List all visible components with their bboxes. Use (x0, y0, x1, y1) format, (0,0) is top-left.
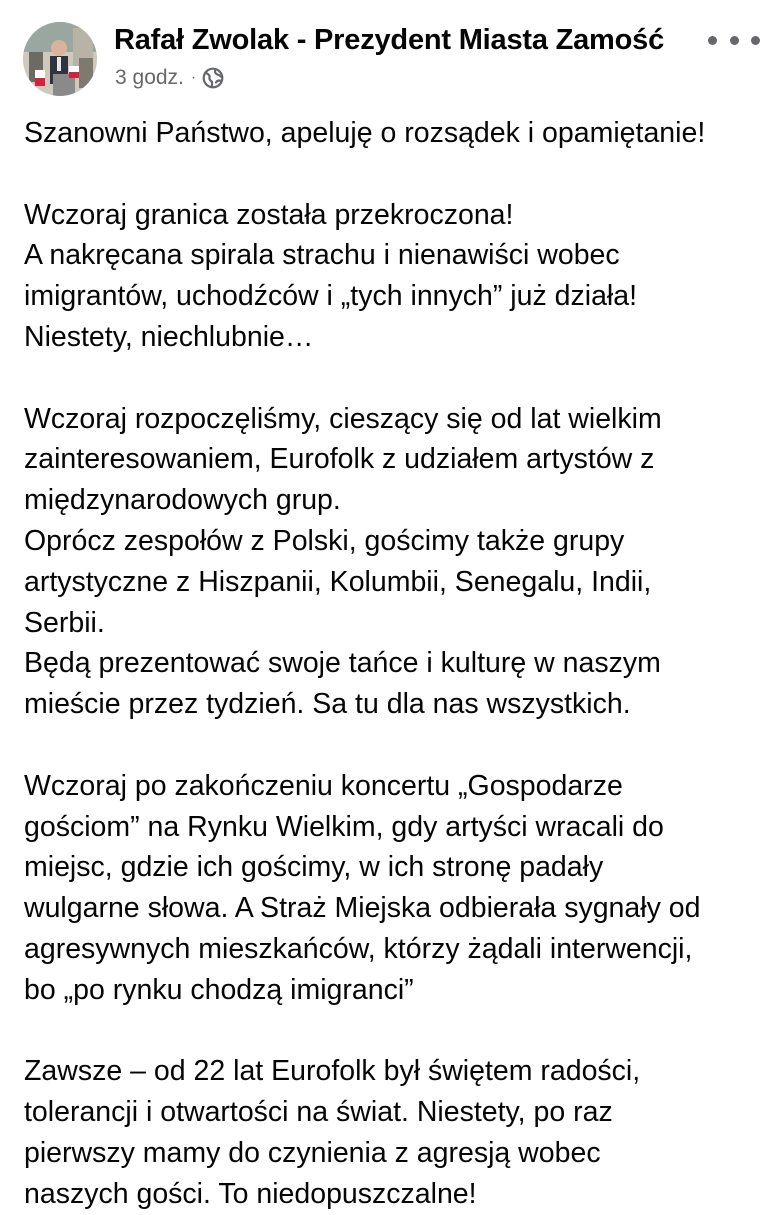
text-line: Wczoraj rozpoczęliśmy, cieszący się od lat wielkim (24, 402, 662, 435)
paragraph-break (24, 725, 759, 766)
more-dot (708, 36, 717, 45)
profile-photo-icon (23, 22, 97, 96)
text-line: agresywnych mieszkańców, którzy żądali interwencji, (24, 932, 693, 965)
post-header (0, 0, 770, 110)
paragraph-break (24, 154, 759, 195)
text-line: Oprócz zespołów z Polski, gościmy także grupy (24, 524, 625, 557)
paragraph-break (24, 358, 759, 399)
author-name[interactable]: Rafał Zwolak - Prezydent Miasta Zamość (114, 24, 665, 56)
text-line: Będą prezentować swoje tańce i kulturę w naszym (24, 647, 661, 680)
text-line: Zawsze – od 22 lat Eurofolk był świętem radości, (24, 1055, 641, 1088)
text-line: naszych gości. To niedopuszczalne! (24, 1177, 477, 1210)
text-line: Niestety, niechlubnie… (24, 320, 314, 353)
post-meta (115, 64, 224, 92)
text-line: artystyczne z Hiszpanii, Kolumbii, Senegalu, Indii, (24, 565, 652, 598)
text-line: zainteresowaniem, Eurofolk z udziałem artystów z (24, 443, 655, 476)
text-line: Serbii. (24, 606, 105, 639)
text-line: międzynarodowych grup. (24, 484, 341, 517)
text-line: Wczoraj granica została przekroczona! (24, 198, 514, 231)
text-line: miejsc, gdzie ich gościmy, w ich stronę padały (24, 851, 604, 884)
more-dot (730, 36, 739, 45)
more-options-icon[interactable] (708, 26, 760, 54)
post-text (24, 113, 759, 1215)
globe-icon[interactable] (202, 67, 224, 89)
text-line: bo „po rynku chodzą imigranci” (24, 973, 414, 1006)
text-line: pierwszy mamy do czynienia z agresją wobec (24, 1136, 601, 1169)
author-avatar[interactable] (23, 22, 97, 96)
text-line: gościom” na Rynku Wielkim, gdy artyści wracali do (24, 810, 664, 843)
more-dot (751, 36, 760, 45)
text-line: tolerancji i otwartości na świat. Niestety, po raz (24, 1096, 613, 1129)
text-line: mieście przez tydzień. Sa tu dla nas wszystkich. (24, 688, 631, 721)
post-timestamp[interactable]: 3 godz. (115, 66, 184, 89)
text-line: wulgarne słowa. A Straż Miejska odbierała sygnały od (24, 892, 701, 925)
text-line: A nakręcana spirala strachu i nienawiści wobec (24, 239, 620, 272)
text-line: Wczoraj po zakończeniu koncertu „Gospodarze (24, 769, 623, 802)
text-line: imigrantów, uchodźców i „tych innych” już działa! (24, 280, 638, 313)
meta-separator: · (190, 69, 197, 86)
paragraph-break (24, 1011, 759, 1052)
text-line: Szanowni Państwo, apeluję o rozsądek i opamiętanie! (24, 117, 706, 149)
